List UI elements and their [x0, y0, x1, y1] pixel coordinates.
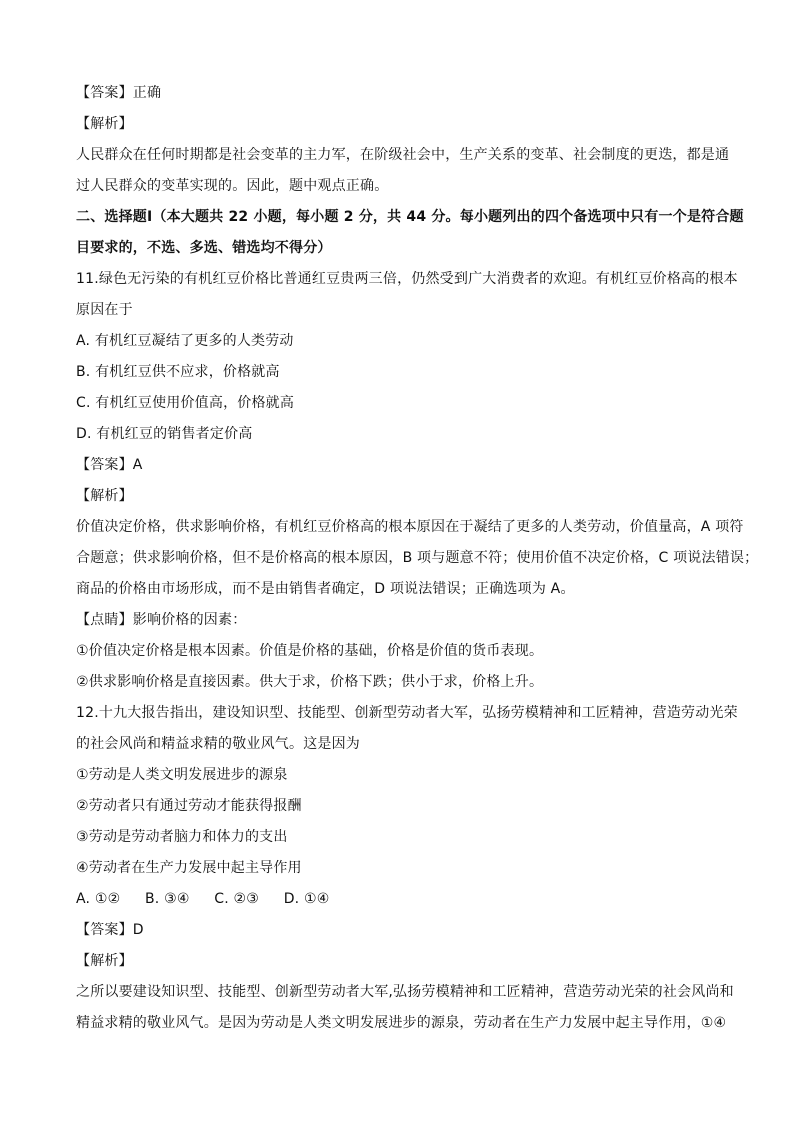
question-12-statement-4: ④劳动者在生产力发展中起主导作用 [76, 860, 302, 876]
question-12-analysis-label: 【解析】 [76, 953, 133, 969]
question-11-analysis: 价值决定价格，供求影响价格，有机红豆价格高的根本原因在于凝结了更多的人类劳动，价值量高，A 项符 [76, 519, 744, 535]
question-11-option-c: C. 有机红豆使用价值高，价格就高 [76, 395, 295, 411]
question-12-option-c: C. ②③ [214, 891, 260, 907]
question-11-option-d: D. 有机红豆的销售者定价高 [76, 426, 253, 442]
question-11-tip-label: 【点睛】影响价格的因素： [76, 612, 247, 628]
question-12-option-a: A. ①② [76, 891, 121, 907]
question-11-tip: ②供求影响价格是直接因素。供大于求，价格下跌；供小于求，价格上升。 [76, 674, 544, 690]
question-12-statement-3: ③劳动是劳动者脑力和体力的支出 [76, 829, 288, 845]
question-11-analysis: 合题意；供求影响价格，但不是价格高的根本原因，B 项与题意不符；使用价值不决定价格，C 项说法错误； [76, 550, 759, 566]
analysis-text: 过人民群众的变革实现的。因此，题中观点正确。 [76, 178, 389, 194]
question-11-stem: 原因在于 [76, 302, 133, 318]
question-12-answer: 【答案】D [76, 922, 144, 938]
question-12-analysis: 精益求精的敬业风气。是因为劳动是人类文明发展进步的源泉，劳动者在生产力发展中起主导作用，①④ [76, 1015, 727, 1031]
section-heading: 目要求的，不选、多选、错选均不得分） [76, 240, 332, 256]
question-12-statement-2: ②劳动者只有通过劳动才能获得报酬 [76, 798, 302, 814]
question-11-analysis-label: 【解析】 [76, 488, 133, 504]
question-11-stem: 11.绿色无污染的有机红豆价格比普通红豆贵两三倍，仍然受到广大消费者的欢迎。有机红豆价格高的根本 [76, 271, 738, 287]
question-12-options [76, 884, 724, 915]
question-11-analysis: 商品的价格由市场形成，而不是由销售者确定，D 项说法错误；正确选项为 A。 [76, 581, 575, 597]
question-11-answer: 【答案】A [76, 457, 143, 473]
question-12-option-b: B. ③④ [145, 891, 190, 907]
question-12-stem: 12.十九大报告指出，建设知识型、技能型、创新型劳动者大军，弘扬劳模精神和工匠精神，营造劳动光荣 [76, 705, 738, 721]
question-11-tip: ①价值决定价格是根本因素。价值是价格的基础，价格是价值的货币表现。 [76, 643, 544, 659]
question-12-statement-1: ①劳动是人类文明发展进步的源泉 [76, 767, 288, 783]
document-page [76, 78, 759, 1039]
question-12-option-d: D. ①④ [283, 891, 330, 907]
question-11-option-b: B. 有机红豆供不应求，价格就高 [76, 364, 280, 380]
analysis-label: 【解析】 [76, 116, 133, 132]
section-heading: 二、选择题Ⅰ（本大题共 22 小题，每小题 2 分，共 44 分。每小题列出的四个备选项中只有一个是符合题 [76, 209, 744, 225]
answer-label: 【答案】正确 [76, 85, 162, 101]
analysis-text: 人民群众在任何时期都是社会变革的主力军，在阶级社会中，生产关系的变革、社会制度的更迭，都是通 [76, 147, 730, 163]
question-11-option-a: A. 有机红豆凝结了更多的人类劳动 [76, 333, 294, 349]
question-12-stem: 的社会风尚和精益求精的敬业风气。这是因为 [76, 736, 360, 752]
question-12-analysis: 之所以要建设知识型、技能型、创新型劳动者大军,弘扬劳模精神和工匠精神，营造劳动光荣的社会风尚和 [76, 984, 734, 1000]
